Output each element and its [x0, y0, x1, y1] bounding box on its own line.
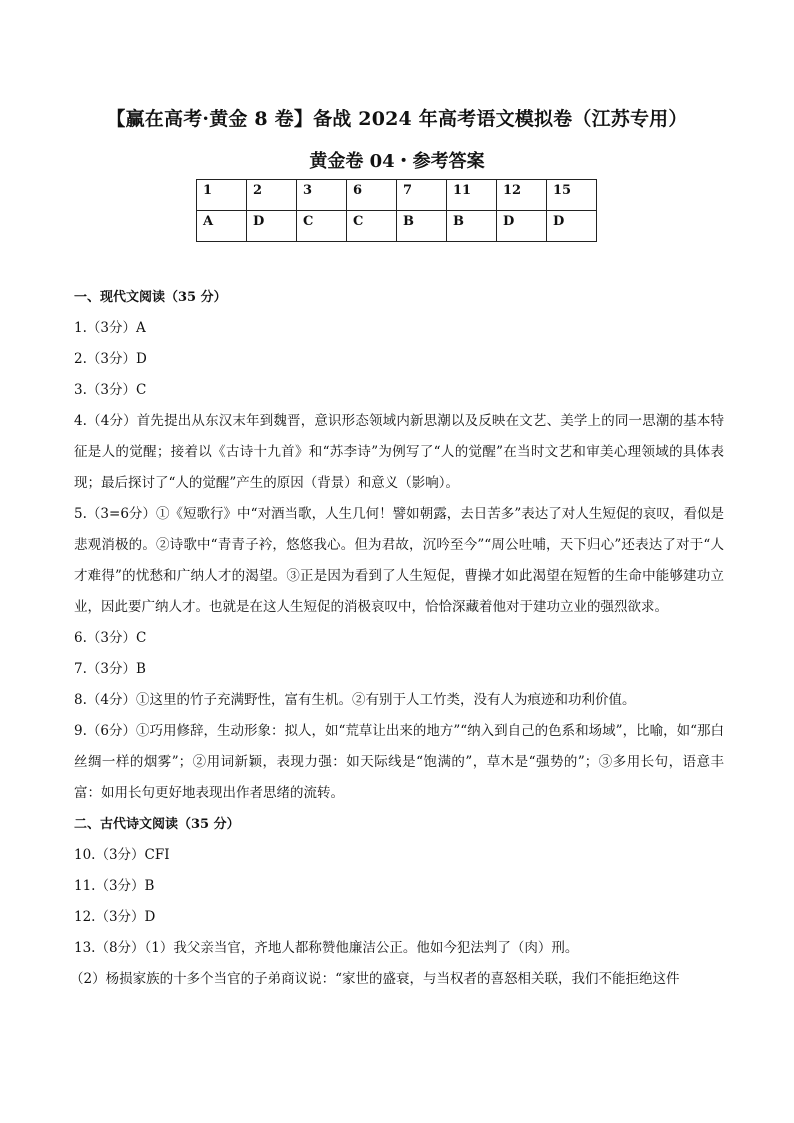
- answer-item: 13.（8分）（1）我父亲当官，齐地人都称赞他廉洁公正。他如今犯法判了（肉）刑。: [74, 940, 579, 956]
- table-cell-answer: C: [297, 211, 347, 242]
- section-heading-modern-reading: 一、现代文阅读（35 分）: [74, 290, 227, 305]
- table-cell-answer: D: [247, 211, 297, 242]
- answer-item: 11.（3分）B: [74, 878, 155, 894]
- table-cell-number: 15: [547, 180, 597, 211]
- section-heading-classical-reading: 二、古代诗文阅读（35 分）: [74, 817, 240, 832]
- table-cell-number: 1: [197, 180, 247, 211]
- answer-item: （2）杨损家族的十多个当官的子弟商议说：“家世的盛衰，与当权者的喜怒相关联，我们不能拒绝这件: [70, 971, 680, 987]
- answer-item: 2.（3分）D: [74, 351, 147, 367]
- answer-item: 6.（3分）C: [74, 630, 147, 646]
- answer-item: 5.（3=6分）①《短歌行》中“对酒当歌，人生几何！譬如朝露，去日苦多”表达了对人生短促的哀叹，看似是悲观消极的。②诗歌中“青青子衿，悠悠我心。但为君故，沉吟至今”“周公吐哺，天下归心”还表达了对于“人才难得”的忧愁和广纳人才的渴望。③正是因为看到了人生短促，曹操才如此渴望在短暂的生命中能够建功立业，因此要广纳人才。也就是在这人生短促的消极哀叹中，恰恰深藏着他对于建功立业的强烈欲求。: [74, 506, 724, 615]
- table-cell-number: 2: [247, 180, 297, 211]
- answer-item: 1.（3分）A: [74, 320, 146, 336]
- table-cell-answer: A: [197, 211, 247, 242]
- answer-item: 10.（3分）CFI: [74, 847, 170, 863]
- document-subtitle: 黄金卷 04・参考答案: [309, 151, 485, 172]
- answer-item: 8.（4分）①这里的竹子充满野性，富有生机。②有别于人工竹类，没有人为痕迹和功利价值。: [74, 692, 636, 708]
- answer-item: 4.（4分）首先提出从东汉末年到魏晋，意识形态领域内新思潮以及反映在文艺、美学上的同一思潮的基本特征是人的觉醒；接着以《古诗十九首》和“苏李诗”为例写了“人的觉醒”在当时文艺和审美心理领域的具体表现；最后探讨了“人的觉醒”产生的原因（背景）和意义（影响）。: [74, 413, 724, 491]
- table-cell-number: 12: [497, 180, 547, 211]
- document-title: 【赢在高考·黄金 8 卷】备战 2024 年高考语文模拟卷（江苏专用）: [106, 108, 688, 130]
- answer-item: 9.（6分）①巧用修辞，生动形象：拟人，如“荒草让出来的地方”“纳入到自己的色系和场域”，比喻，如“那白丝绸一样的烟雾”；②用词新颖，表现力强：如天际线是“饱满的”，草木是“强势的”；③多用长句，语意丰富：如用长句更好地表现出作者思绪的流转。: [74, 723, 724, 801]
- table-cell-answer: B: [397, 211, 447, 242]
- table-cell-answer: D: [497, 211, 547, 242]
- answer-content: [70, 282, 724, 995]
- answer-table-answer-row: [197, 211, 597, 242]
- table-cell-answer: D: [547, 211, 597, 242]
- table-cell-number: 3: [297, 180, 347, 211]
- table-cell-answer: B: [447, 211, 497, 242]
- answer-item: 3.（3分）C: [74, 382, 147, 398]
- answer-item: 7.（3分）B: [74, 661, 146, 677]
- answer-table: [196, 179, 597, 242]
- answer-item: 12.（3分）D: [74, 909, 156, 925]
- table-cell-answer: C: [347, 211, 397, 242]
- table-cell-number: 11: [447, 180, 497, 211]
- answer-table-number-row: [197, 180, 597, 211]
- table-cell-number: 7: [397, 180, 447, 211]
- table-cell-number: 6: [347, 180, 397, 211]
